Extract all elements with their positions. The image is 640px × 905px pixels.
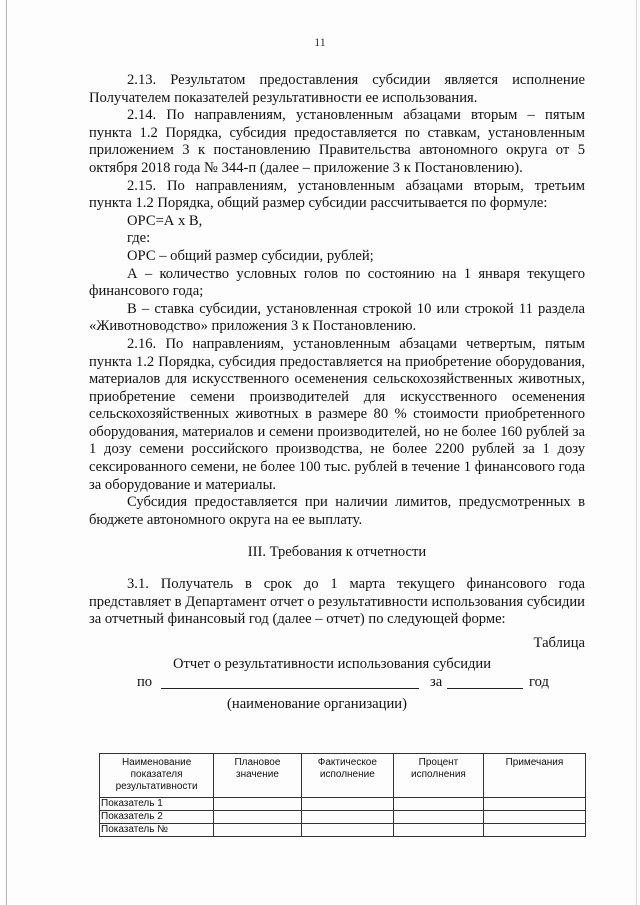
definition-ors: ОРС – общий размер субсидии, рублей; — [127, 247, 374, 264]
header-planned-value: Плановое значение — [214, 754, 301, 798]
document-body — [89, 72, 585, 714]
row-indicator-name: Показатель 2 — [100, 811, 214, 824]
year-label: год — [529, 674, 549, 690]
cell-percent — [394, 824, 484, 837]
header-execution-percent: Процент исполнения — [394, 754, 484, 798]
cell-notes — [483, 798, 585, 811]
row-indicator-name: Показатель 1 — [100, 798, 214, 811]
for-label: за — [430, 674, 443, 690]
table-row — [100, 824, 586, 837]
paragraph-2-15: 2.15. По направлениям, установленным абзацами вторым, третьим пункта 1.2 Порядка, общий размер субсидии рассчитывается по формуле: — [89, 177, 585, 212]
table-header-row — [100, 754, 586, 798]
row-indicator-name: Показатель № — [100, 824, 214, 837]
where-line: где: — [127, 230, 151, 247]
table-row — [100, 811, 586, 824]
scan-edge-right — [636, 0, 637, 905]
report-form-org-line — [89, 674, 585, 694]
header-indicator-name: Наименование показателя результативности — [100, 754, 214, 798]
cell-actual — [301, 798, 393, 811]
cell-planned — [214, 824, 301, 837]
header-actual-execution: Фактическое исполнение — [301, 754, 393, 798]
section-heading: III. Требования к отчетности — [247, 544, 427, 561]
formula-line: ОРС=А х В, — [127, 212, 203, 229]
table-row — [100, 798, 586, 811]
paragraph-2-14: 2.14. По направлениям, установленным абзацами вторым – пятым пункта 1.2 Порядка, субсидия предоставляется по ставкам, установленным приложением 3 к постановлению Правительства автономного округа от 5 октября 2018 года № 344-п (далее – приложение 3 к Постановлению). — [89, 107, 585, 176]
scan-edge-left — [6, 0, 7, 905]
cell-percent — [394, 811, 484, 824]
header-notes: Примечания — [483, 754, 585, 798]
paragraph-2-13: 2.13. Результатом предоставления субсидии является исполнение Получателем показателей результативности ее использования. — [89, 72, 585, 106]
cell-actual — [301, 824, 393, 837]
cell-notes — [483, 824, 585, 837]
paragraph-2-16: 2.16. По направлениям, установленным абзацами четвертым, пятым пункта 1.2 Порядка, субсидия предоставляется на приобретение оборудования, материалов для искусственного осеменения сельскохозяйственных животных, приобретение семени производителей для искусственного осеменения сельскохозяйственных животных в размере 80 % стоимости приобретенного оборудования, материалов и семени производителей, но не более 160 рублей за 1 дозу семени российского производства, не более 2200 рублей за 1 дозу сексированного семени, не более 100 тыс. рублей в течение 1 финансового года за оборудование и материалы. — [89, 335, 585, 493]
report-table — [99, 753, 586, 837]
paragraph-3-1: 3.1. Получатель в срок до 1 марта текущего финансового года представляет в Департамент отчет о результативности использования субсидии за отчетный финансовый год (далее – отчет) по следующей форме: — [89, 576, 585, 628]
definition-b: В – ставка субсидии, установленная строкой 10 или строкой 11 раздела «Животноводство» приложения 3 к Постановлению. — [89, 300, 585, 335]
cell-notes — [483, 811, 585, 824]
definition-a: А – количество условных голов по состоянию на 1 января текущего финансового года; — [89, 265, 585, 300]
table-label: Таблица — [533, 634, 585, 651]
page-number: 11 — [314, 35, 326, 49]
cell-planned — [214, 798, 301, 811]
cell-planned — [214, 811, 301, 824]
report-form-title: Отчет о результативности использования субсидии — [172, 656, 492, 673]
by-label: по — [137, 674, 153, 690]
cell-percent — [394, 798, 484, 811]
cell-actual — [301, 811, 393, 824]
org-caption: (наименование организации) — [227, 696, 407, 712]
paragraph-subsidy-limits: Субсидия предоставляется при наличии лимитов, предусмотренных в бюджете автономного округа на ее выплату. — [89, 494, 585, 528]
